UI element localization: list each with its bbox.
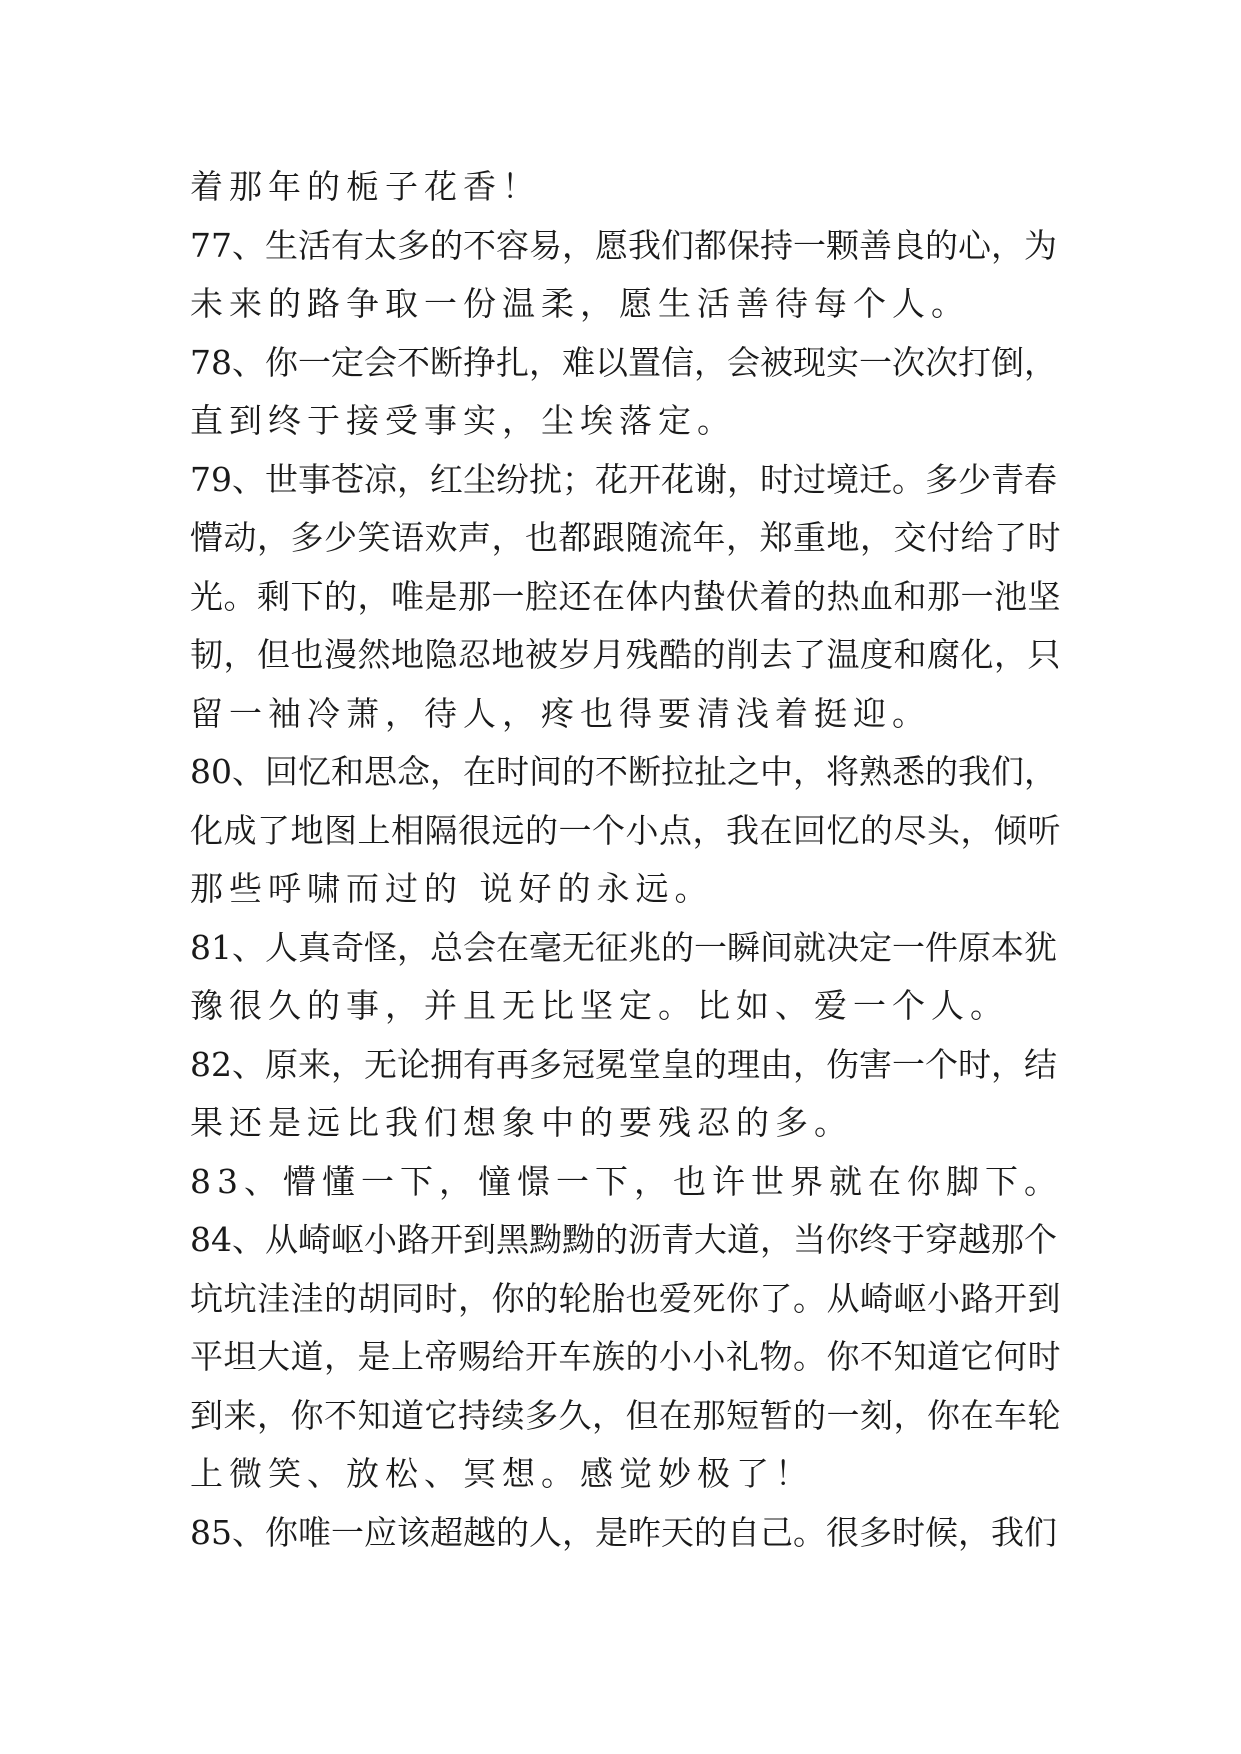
text-line: 韧，但也漫然地隐忍地被岁月残酷的削去了温度和腐化，只 xyxy=(190,635,1061,674)
text-line: 留一袖冷萧，待人，疼也得要清浅着挺迎。 xyxy=(190,693,931,733)
text-line: 化成了地图上相隔很远的一个小点，我在回忆的尽头，倾听 xyxy=(190,810,1061,850)
text-line: 未来的路争取一份温柔，愿生活善待每个人。 xyxy=(190,284,970,323)
text-line: 80、回忆和思念，在时间的不断拉扯之中，将熟悉的我们， xyxy=(190,752,1057,791)
text-line: 懵动，多少笑语欢声，也都跟随流年，郑重地，交付给了时 xyxy=(190,518,1061,557)
text-line: 84、从崎岖小路开到黑黝黝的沥青大道，当你终于穿越那个 xyxy=(190,1220,1057,1259)
text-line: 平坦大道，是上帝赐给开车族的小小礼物。你不知道它何时 xyxy=(190,1337,1061,1376)
text-line: 83、懵懂一下，憧憬一下，也许世界就在你脚下。 xyxy=(190,1161,1063,1201)
text-line: 坑坑洼洼的胡同时，你的轮胎也爱死你了。从崎岖小路开到 xyxy=(190,1278,1061,1318)
text-line: 85、你唯一应该超越的人，是昨天的自己。很多时候，我们 xyxy=(190,1512,1057,1552)
text-line: 着那年的栀子花香！ xyxy=(190,167,541,206)
text-line: 豫很久的事，并且无比坚定。比如、爱一个人。 xyxy=(190,986,1009,1025)
text-line: 77、生活有太多的不容易，愿我们都保持一颗善良的心，为 xyxy=(190,225,1057,265)
text-line: 那些呼啸而过的 说好的永远。 xyxy=(190,869,714,908)
text-line: 直到终于接受事实，尘埃落定。 xyxy=(190,401,736,440)
text-line: 上微笑、放松、冥想。感觉妙极了！ xyxy=(190,1454,814,1493)
text-line: 到来，你不知道它持续多久，但在那短暂的一刻，你在车轮 xyxy=(190,1395,1061,1435)
text-line: 78、你一定会不断挣扎，难以置信，会被现实一次次打倒， xyxy=(190,342,1057,382)
text-line: 79、世事苍凉，红尘纷扰；花开花谢，时过境迁。多少青春 xyxy=(190,459,1057,499)
text-line: 光。剩下的，唯是那一腔还在体内蛰伏着的热血和那一池坚 xyxy=(190,576,1061,616)
text-line: 81、人真奇怪，总会在毫无征兆的一瞬间就决定一件原本犹 xyxy=(190,927,1057,967)
text-line: 果还是远比我们想象中的要残忍的多。 xyxy=(190,1103,853,1142)
body-text xyxy=(190,158,1070,1562)
text-line: 82、原来，无论拥有再多冠冕堂皇的理由，伤害一个时，结 xyxy=(190,1044,1057,1084)
